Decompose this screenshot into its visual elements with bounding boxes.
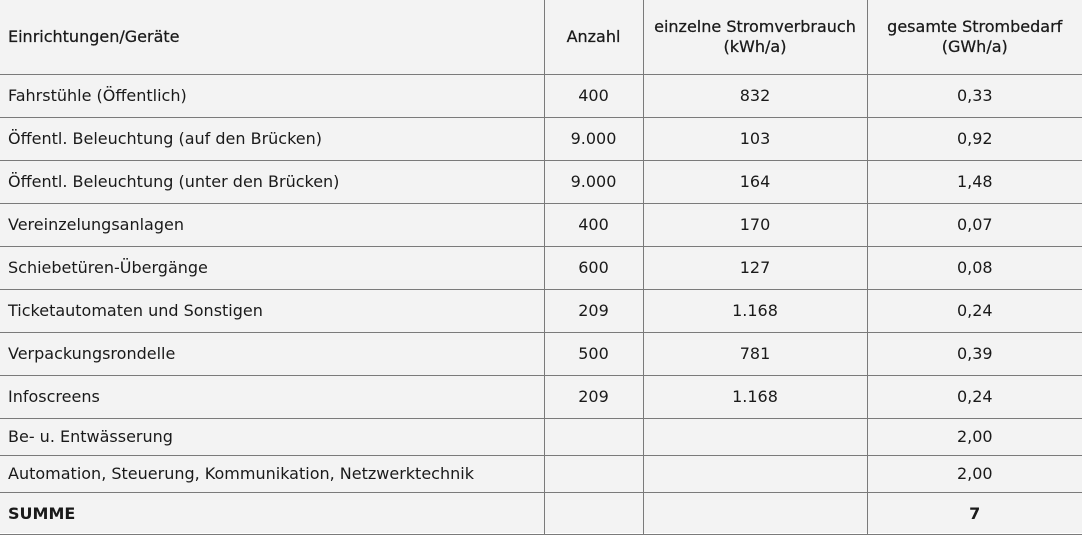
cell-anzahl: 400 — [544, 74, 643, 117]
cell-gesamt: 0,39 — [867, 332, 1082, 375]
table-row — [0, 289, 1082, 332]
header-anzahl: Anzahl — [544, 0, 643, 74]
cell-anzahl: 9.000 — [544, 117, 643, 160]
summary-label: SUMME — [0, 492, 544, 534]
cell-gesamt: 0,92 — [867, 117, 1082, 160]
cell-anzahl — [544, 418, 643, 455]
cell-name: Fahrstühle (Öffentlich) — [0, 74, 544, 117]
cell-name: Infoscreens — [0, 375, 544, 418]
cell-gesamt: 0,24 — [867, 375, 1082, 418]
header-gesamte-strombedarf — [867, 0, 1082, 74]
cell-anzahl: 209 — [544, 289, 643, 332]
cell-name: Verpackungsrondelle — [0, 332, 544, 375]
table-row — [0, 74, 1082, 117]
table-row — [0, 160, 1082, 203]
cell-name: Öffentl. Beleuchtung (unter den Brücken) — [0, 160, 544, 203]
cell-einzel: 170 — [643, 203, 867, 246]
header-einrichtungen: Einrichtungen/Geräte — [0, 0, 544, 74]
cell-name: Be- u. Entwässerung — [0, 418, 544, 455]
cell-einzel — [643, 455, 867, 492]
table-row — [0, 246, 1082, 289]
cell-einzel — [643, 418, 867, 455]
header-einzel-line2: (kWh/a) — [723, 36, 787, 56]
cell-gesamt: 0,07 — [867, 203, 1082, 246]
summary-row — [0, 492, 1082, 534]
cell-anzahl: 400 — [544, 203, 643, 246]
table-row — [0, 375, 1082, 418]
cell-name: Schiebetüren-Übergänge — [0, 246, 544, 289]
header-gesamt-line1: gesamte Strombedarf — [887, 16, 1063, 36]
table-row — [0, 203, 1082, 246]
cell-einzel: 832 — [643, 74, 867, 117]
header-row — [0, 0, 1082, 74]
cell-einzel: 127 — [643, 246, 867, 289]
table-body — [0, 74, 1082, 534]
table-row — [0, 455, 1082, 492]
cell-einzel: 103 — [643, 117, 867, 160]
cell-name: Ticketautomaten und Sonstigen — [0, 289, 544, 332]
table-row — [0, 117, 1082, 160]
cell-gesamt: 0,24 — [867, 289, 1082, 332]
summary-gesamt: 7 — [867, 492, 1082, 534]
cell-name: Vereinzelungsanlagen — [0, 203, 544, 246]
summary-einzel — [643, 492, 867, 534]
cell-name: Automation, Steuerung, Kommunikation, Netzwerktechnik — [0, 455, 544, 492]
cell-anzahl: 500 — [544, 332, 643, 375]
cell-einzel: 1.168 — [643, 375, 867, 418]
summary-anzahl — [544, 492, 643, 534]
cell-gesamt: 0,33 — [867, 74, 1082, 117]
cell-einzel: 164 — [643, 160, 867, 203]
header-einzel-line1: einzelne Stromverbrauch — [654, 16, 856, 36]
header-einzelne-stromverbrauch — [643, 0, 867, 74]
cell-gesamt: 2,00 — [867, 418, 1082, 455]
cell-anzahl: 9.000 — [544, 160, 643, 203]
table-row — [0, 418, 1082, 455]
cell-einzel: 1.168 — [643, 289, 867, 332]
table-row — [0, 332, 1082, 375]
cell-gesamt: 0,08 — [867, 246, 1082, 289]
cell-einzel: 781 — [643, 332, 867, 375]
cell-anzahl: 209 — [544, 375, 643, 418]
cell-gesamt: 2,00 — [867, 455, 1082, 492]
table-header — [0, 0, 1082, 74]
cell-anzahl: 600 — [544, 246, 643, 289]
cell-anzahl — [544, 455, 643, 492]
cell-name: Öffentl. Beleuchtung (auf den Brücken) — [0, 117, 544, 160]
header-gesamt-line2: (GWh/a) — [941, 36, 1008, 56]
cell-gesamt: 1,48 — [867, 160, 1082, 203]
